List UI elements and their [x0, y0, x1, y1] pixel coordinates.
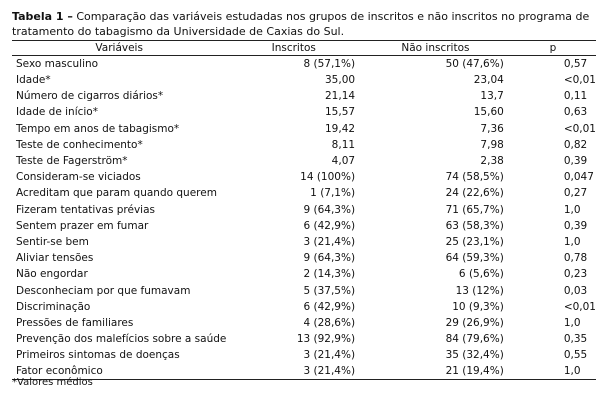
header-inscritos: Inscritos	[271, 42, 316, 54]
cell-inscritos: 9 (64,3%)	[303, 252, 356, 265]
cell-variable: Idade de início*	[16, 106, 98, 119]
cell-inscritos: 19,42	[325, 122, 356, 135]
cell-variable: Idade*	[16, 74, 51, 87]
cell-nao-inscritos: 7,36	[480, 122, 504, 135]
cell-inscritos: 1 (7,1%)	[310, 187, 356, 200]
cell-nao-inscritos: 21 (19,4%)	[445, 365, 504, 378]
cell-nao-inscritos: 63 (58,3%)	[445, 219, 504, 232]
cell-nao-inscritos: 10 (9,3%)	[452, 300, 504, 313]
cell-inscritos: 35,00	[325, 74, 356, 87]
table-caption	[12, 9, 592, 39]
cell-nao-inscritos: 15,60	[473, 106, 504, 119]
cell-nao-inscritos: 25 (23,1%)	[445, 235, 504, 248]
table-footnote: *Valores médios	[12, 377, 93, 388]
cell-variable: Fizeram tentativas prévias	[16, 203, 156, 216]
cell-variable: Sexo masculino	[16, 58, 99, 70]
cell-p: <0,01	[563, 122, 596, 135]
cell-variable: Teste de conhecimento*	[16, 138, 143, 151]
cell-nao-inscritos: 84 (79,6%)	[445, 333, 504, 346]
cell-inscritos: 6 (42,9%)	[303, 300, 356, 313]
cell-inscritos: 8 (57,1%)	[303, 58, 356, 70]
cell-variable: Aliviar tensões	[16, 252, 94, 265]
cell-p: 0,047	[563, 171, 594, 184]
header-nao-inscritos: Não inscritos	[401, 42, 470, 54]
cell-inscritos: 8,11	[331, 138, 356, 151]
cell-p: 1,0	[563, 203, 581, 216]
table-row	[12, 331, 596, 347]
cell-variable: Consideram-se viciados	[16, 171, 141, 184]
table-row	[12, 315, 596, 331]
cell-variable: Número de cigarros diários*	[16, 90, 164, 103]
table-row	[12, 250, 596, 266]
table-row	[12, 137, 596, 153]
cell-inscritos: 2 (14,3%)	[303, 268, 356, 281]
cell-nao-inscritos: 7,98	[480, 138, 504, 151]
table-row	[12, 169, 596, 185]
cell-variable: Primeiros sintomas de doenças	[16, 349, 180, 362]
header-variaveis: Variáveis	[95, 42, 143, 54]
table-row	[12, 56, 596, 73]
cell-p: <0,01	[563, 74, 596, 87]
cell-variable: Prevenção dos malefícios sobre a saúde	[16, 333, 227, 346]
table-body	[12, 56, 596, 380]
cell-p: 0,63	[563, 106, 588, 119]
table-row	[12, 218, 596, 234]
cell-inscritos: 21,14	[325, 90, 356, 103]
cell-inscritos: 4 (28,6%)	[303, 316, 356, 329]
table-caption-text: Comparação das variáveis estudadas nos grupos de inscritos e não inscritos no programa de tratamento do tabagismo da Universidade de Caxias do Sul.	[12, 10, 590, 38]
table-row	[12, 363, 596, 380]
table-row	[12, 299, 596, 315]
cell-inscritos: 3 (21,4%)	[303, 365, 356, 378]
table-row	[12, 153, 596, 169]
cell-variable: Desconheciam por que fumavam	[16, 284, 191, 297]
header-row	[12, 41, 596, 56]
table-row	[12, 282, 596, 298]
cell-inscritos: 13 (92,9%)	[296, 333, 356, 346]
cell-p: 0,55	[563, 349, 588, 362]
cell-p: <0,01	[563, 300, 596, 313]
cell-nao-inscritos: 50 (47,6%)	[445, 58, 504, 70]
cell-nao-inscritos: 71 (65,7%)	[445, 203, 504, 216]
table-row	[12, 121, 596, 137]
cell-p: 0,11	[563, 90, 588, 103]
cell-p: 0,23	[563, 268, 588, 281]
results-table	[12, 40, 596, 380]
table-caption-label: Tabela 1 –	[12, 10, 73, 23]
cell-inscritos: 3 (21,4%)	[303, 235, 356, 248]
cell-p: 0,39	[563, 219, 588, 232]
cell-p: 0,27	[563, 187, 588, 200]
cell-p: 1,0	[563, 316, 581, 329]
cell-nao-inscritos: 35 (32,4%)	[445, 349, 504, 362]
cell-variable: Sentem prazer em fumar	[16, 219, 149, 232]
cell-p: 0,57	[563, 58, 588, 70]
cell-nao-inscritos: 13,7	[480, 90, 504, 103]
cell-inscritos: 5 (37,5%)	[303, 284, 356, 297]
cell-nao-inscritos: 64 (59,3%)	[445, 252, 504, 265]
cell-nao-inscritos: 13 (12%)	[455, 284, 504, 297]
cell-inscritos: 3 (21,4%)	[303, 349, 356, 362]
table-row	[12, 202, 596, 218]
cell-nao-inscritos: 24 (22,6%)	[445, 187, 504, 200]
cell-inscritos: 15,57	[325, 106, 356, 119]
table-row	[12, 88, 596, 104]
table-row	[12, 347, 596, 363]
cell-variable: Não engordar	[16, 268, 88, 281]
cell-p: 1,0	[563, 365, 581, 378]
table-row	[12, 185, 596, 201]
cell-p: 0,35	[563, 333, 588, 346]
cell-inscritos: 4,07	[331, 155, 356, 168]
cell-variable: Tempo em anos de tabagismo*	[16, 122, 180, 135]
cell-p: 0,78	[563, 252, 588, 265]
cell-variable: Pressões de familiares	[16, 316, 134, 329]
table-row	[12, 234, 596, 250]
cell-variable: Acreditam que param quando querem	[16, 187, 217, 200]
cell-inscritos: 14 (100%)	[300, 171, 356, 184]
cell-variable: Discriminação	[16, 300, 91, 313]
cell-variable: Sentir-se bem	[16, 235, 89, 248]
cell-p: 0,39	[563, 155, 588, 168]
header-p: p	[549, 42, 557, 54]
cell-nao-inscritos: 6 (5,6%)	[458, 268, 504, 281]
cell-nao-inscritos: 2,38	[480, 155, 504, 168]
cell-nao-inscritos: 23,04	[473, 74, 504, 87]
cell-variable: Teste de Fagerström*	[16, 155, 128, 168]
cell-p: 0,82	[563, 138, 588, 151]
cell-inscritos: 6 (42,9%)	[303, 219, 356, 232]
table-row	[12, 104, 596, 120]
cell-nao-inscritos: 29 (26,9%)	[445, 316, 504, 329]
cell-variable: Fator econômico	[16, 365, 103, 378]
cell-nao-inscritos: 74 (58,5%)	[445, 171, 504, 184]
cell-p: 1,0	[563, 235, 581, 248]
cell-inscritos: 9 (64,3%)	[303, 203, 356, 216]
table-row	[12, 72, 596, 88]
table-row	[12, 266, 596, 282]
cell-p: 0,03	[563, 284, 588, 297]
